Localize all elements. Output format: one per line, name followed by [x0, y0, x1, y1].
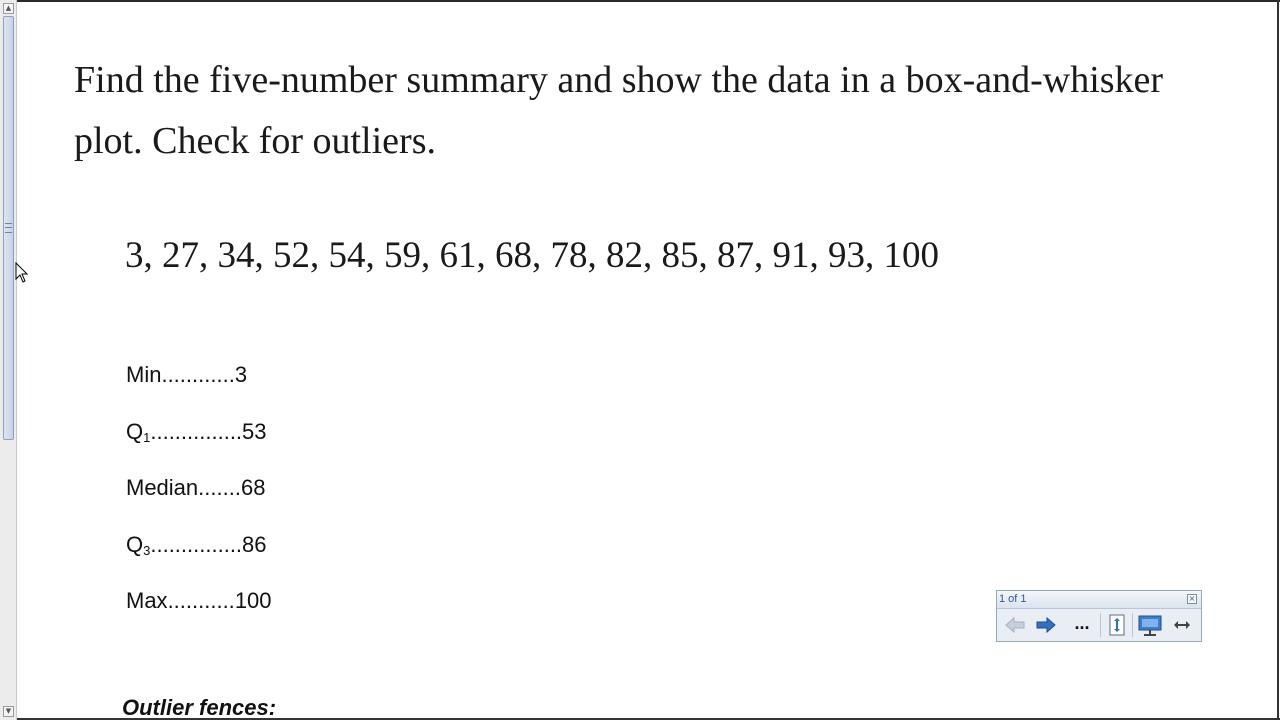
more-icon[interactable]: ... [1074, 613, 1090, 633]
vertical-scrollbar[interactable] [0, 0, 17, 720]
mouse-cursor-icon [15, 262, 29, 284]
scroll-down-icon[interactable]: ▼ [3, 706, 14, 717]
data-set: 3, 27, 34, 52, 54, 59, 61, 68, 78, 82, 85, 87, 91, 93, 100 [125, 235, 939, 276]
grip-icon [5, 223, 12, 233]
scroll-thumb[interactable] [3, 16, 14, 440]
toolbar-separator [1132, 613, 1133, 637]
slideshow-icon[interactable] [1137, 613, 1163, 637]
outlier-fences-heading: Outlier fences: [122, 695, 277, 720]
next-page-icon[interactable] [1034, 613, 1058, 637]
scroll-up-icon[interactable]: ▲ [3, 3, 14, 14]
prev-page-icon[interactable] [1003, 613, 1027, 637]
toolbar-header [997, 591, 1201, 609]
toolbar-separator [1100, 613, 1101, 637]
fit-width-icon[interactable] [1170, 613, 1194, 637]
top-border [17, 0, 1280, 2]
summary-row-q3: $Q_3...............86$ [126, 532, 267, 558]
summary-row-q1: $Q_1...............53$ [126, 419, 267, 445]
right-border [1277, 0, 1279, 720]
problem-statement: Find the five-number summary and show the data in a box-and-whisker plot. Check for outliers. [74, 59, 1164, 162]
close-icon[interactable]: × [1188, 594, 1196, 603]
page-navigation-toolbar [996, 590, 1202, 642]
summary-row-max: Max...........100 [126, 588, 272, 613]
page-indicator: 1 of 1 [999, 593, 1027, 605]
summary-row-min: Min............3 [126, 362, 248, 387]
fit-page-icon[interactable] [1106, 613, 1128, 637]
summary-row-median: Median.......68 [126, 475, 266, 500]
